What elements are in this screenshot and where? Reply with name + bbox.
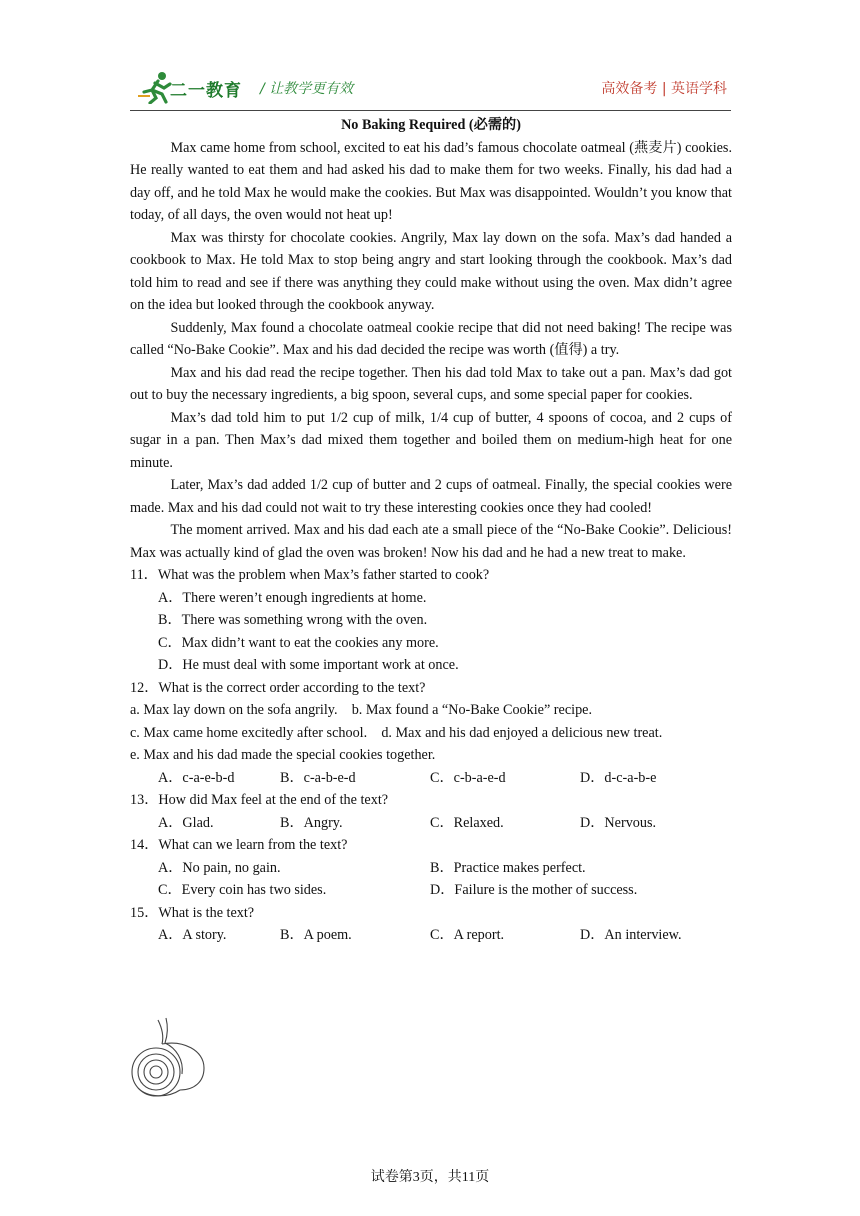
- option-c: C．A report.: [430, 927, 505, 943]
- question-stem: 13．How did Max feel at the end of the text?: [130, 792, 389, 808]
- option-b: B．There was something wrong with the oven.: [158, 612, 428, 628]
- option-a: A．There weren’t enough ingredients at home.: [158, 589, 427, 606]
- header-divider: [130, 110, 731, 111]
- header-tagline: 高效备考 | 英语学科: [601, 81, 727, 97]
- option-d: D．Failure is the mother of success.: [430, 882, 638, 898]
- onion-illustration-icon: [128, 1016, 210, 1100]
- passage-paragraph: Max was thirsty for chocolate cookies. Angrily, Max lay down on the sofa. Max’s dad handed a cookbook to Max. He told Max to stop being angry and start looking through the cookbook. Max’s dad told him to read and see if there was anything they could make without using the oven. Max didn’t agree on the idea but looked through the cookbook anyway.: [130, 229, 732, 313]
- passage-paragraph: Max came home from school, excited to eat his dad’s famous chocolate oatmeal (燕麦片) cookies. He really wanted to eat them and had asked his dad to make them for two weeks. Finally, his dad had a day off, and he told Max he would make the cookies. But Max was disappointed. Wouldn’t you know that today, of all days, the oven would not heat up!: [130, 139, 732, 223]
- exam-content: [130, 114, 732, 947]
- logo-text: 二一教育: [170, 81, 242, 101]
- option-b: B．c-a-b-e-d: [280, 769, 356, 786]
- question-15: [130, 902, 732, 947]
- question-12: [130, 677, 732, 790]
- option-c: C．Relaxed.: [430, 814, 504, 831]
- question-stem: 11．What was the problem when Max’s father started to cook?: [130, 567, 490, 583]
- passage-paragraph: The moment arrived. Max and his dad each ate a small piece of the “No-Bake Cookie”. Delicious! Max was actually kind of glad the oven was broken! Now his dad and he had a new treat to make.: [130, 522, 732, 561]
- passage-paragraph: Max’s dad told him to put 1/2 cup of milk, 1/4 cup of butter, 4 spoons of cocoa, and 2 cups of sugar in a pan. Then Max’s dad mixed them together and boiled them on medium-high heat for one minute.: [130, 409, 732, 471]
- option-a: A．c-a-e-b-d: [158, 769, 235, 786]
- event-line: a. Max lay down on the sofa angrily. b. Max found a “No-Bake Cookie” recipe.: [130, 702, 593, 718]
- option-row: [130, 857, 732, 880]
- option-c: C．Max didn’t want to eat the cookies any more.: [158, 634, 439, 651]
- option-row: [130, 767, 732, 790]
- event-line: e. Max and his dad made the special cookies together.: [130, 747, 436, 763]
- question-stem: 12．What is the correct order according to the text?: [130, 679, 426, 696]
- question-11: [130, 564, 732, 677]
- option-d: D．He must deal with some important work at once.: [158, 657, 459, 673]
- option-row: [130, 924, 732, 947]
- option-d: D．An interview.: [580, 927, 682, 943]
- option-row: [130, 879, 732, 902]
- page-header: [130, 66, 731, 110]
- question-14: [130, 834, 732, 902]
- option-a: A．A story.: [158, 927, 227, 943]
- page-footer: 试卷第3页，共11页: [370, 1170, 490, 1185]
- option-d: D．Nervous.: [580, 814, 657, 831]
- option-b: B．A poem.: [280, 927, 352, 943]
- option-row: [130, 812, 732, 835]
- option-a: A．Glad.: [158, 814, 214, 831]
- option-d: D．d-c-a-b-e: [580, 769, 657, 786]
- question-13: [130, 789, 732, 834]
- event-line: c. Max came home excitedly after school. d. Max and his dad enjoyed a delicious new treat.: [130, 724, 663, 741]
- option-c: C．c-b-a-e-d: [430, 769, 506, 786]
- passage-paragraph: Suddenly, Max found a chocolate oatmeal cookie recipe that did not need baking! The recipe was called “No-Bake Cookie”. Max and his dad decided the recipe was worth (值得) a try.: [130, 319, 732, 358]
- question-stem: 15．What is the text?: [130, 904, 255, 921]
- passage-paragraph: Max and his dad read the recipe together. Then his dad told Max to take out a pan. Max’s dad got out to buy the necessary ingredients, a big spoon, several cups, and some special paper for cookies.: [130, 364, 732, 403]
- passage-title: No Baking Required (必需的): [341, 117, 521, 133]
- header-slogan: / 让教学更有效: [260, 81, 354, 97]
- option-b: B．Practice makes perfect.: [430, 859, 586, 876]
- option-c: C．Every coin has two sides.: [158, 882, 327, 898]
- passage-paragraph: Later, Max’s dad added 1/2 cup of butter and 2 cups of oatmeal. Finally, the special cookies were made. Max and his dad could not wait to try these interesting cookies once they had cooled!: [130, 477, 732, 516]
- option-a: A．No pain, no gain.: [158, 859, 281, 876]
- question-stem: 14．What can we learn from the text?: [130, 837, 348, 853]
- option-b: B．Angry.: [280, 814, 343, 831]
